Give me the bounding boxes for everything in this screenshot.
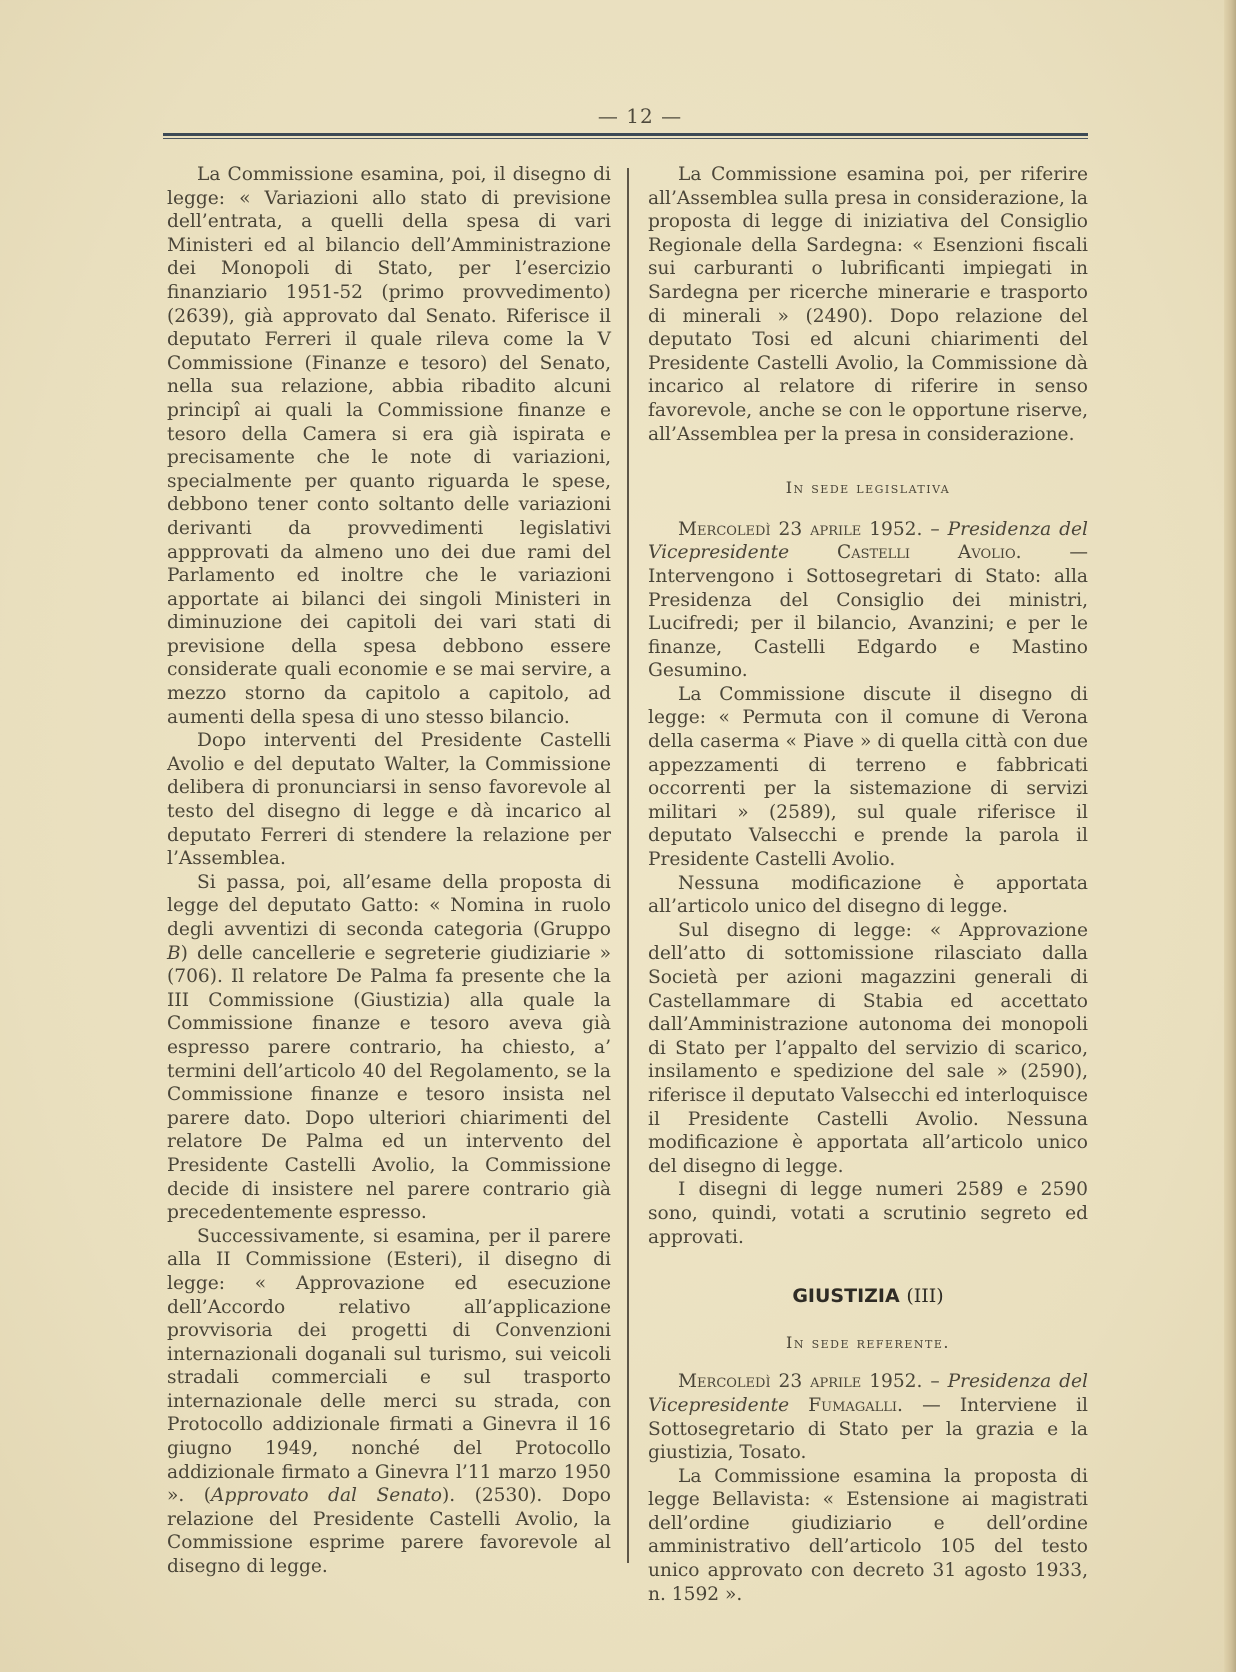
subheading-sede-referente: In sede referente. bbox=[786, 1332, 950, 1352]
column-divider bbox=[627, 168, 629, 1563]
presidency-label: Presidenza del Vicepresidente bbox=[648, 1371, 1089, 1416]
page-edge-shadow bbox=[1224, 0, 1236, 1672]
text-run: – bbox=[922, 518, 948, 540]
header-rule-thick bbox=[163, 133, 1088, 136]
paragraph-verona-permuta: La Commissione discute il disegno di legge: « Permuta con il comune di Verona della caserma « Piave » di quella città con due appezzamenti di terreno e fabbricati occorrenti per la sistemazione di servizi militari » (2589), sul quale riferisce il deputato Valsecchi e prende la parola il Presidente Castelli Avolio. bbox=[648, 683, 1088, 871]
header-rule bbox=[163, 133, 1088, 139]
text-run: – bbox=[922, 1371, 948, 1393]
page-number: — 12 — bbox=[597, 104, 683, 128]
italic-run: Approvato dal Senato bbox=[211, 1485, 442, 1507]
right-column bbox=[648, 163, 1088, 1606]
presidency-label: Presidenza del Vicepresidente bbox=[648, 518, 1089, 564]
text-run: ) delle cancellerie e segreterie giudiziarie » (706). Il relatore De Palma fa presente che la III Commissione (Giustizia) alla quale la Commissione finanze e tesoro aveva già espresso parere contrario, ha chiesto, a’ termini dell’articolo 40 del Regolamento, se la Commissione finanze e tesoro insista nel parere dato. Dopo ulteriori chiarimenti del relatore De Palma ed un intervento del Presidente Castelli Avolio, la Commissione decide di insistere nel parere contrario già precedentemente espresso. bbox=[167, 942, 611, 1224]
italic-run: B bbox=[167, 942, 181, 964]
left-column bbox=[167, 163, 611, 1579]
section-title-giustizia bbox=[648, 1285, 1088, 1309]
session-header-giustizia bbox=[648, 1370, 1088, 1464]
subheading-sede-legislativa: In sede legislativa bbox=[785, 478, 951, 498]
paragraph-walter-intervento: Dopo interventi del Presidente Castelli Avolio e del deputato Walter, la Commissione delibera di pronunciarsi in senso favorevole al testo del disegno di legge e dà incarico al deputato Ferreri di stendere la relazione per l’Assemblea. bbox=[167, 730, 611, 870]
paragraph-gatto-proposta bbox=[167, 871, 611, 1225]
text-run: Si passa, poi, all’esame della proposta di legge del deputato Gatto: « Nomina in ruolo degli avventizi di seconda categoria (Gruppo bbox=[167, 871, 611, 940]
paragraph-sardegna-esenzioni: La Commissione esamina poi, per riferire all’Assemblea sulla presa in considerazione, la proposta di legge di iniziativa del Consiglio Regionale della Sardegna: « Esenzioni fiscali sui carburanti o lubrificanti impiegati in Sardegna per ricerche minerarie e trasporto di minerali » (2490). Dopo relazione del deputato Tosi ed alcuni chiarimenti del Presidente Castelli Avolio, la Commissione dà incarico al relatore di riferire in senso favorevole, anche se con le opportune riserve, all’Assemblea per la presa in considerazione. bbox=[648, 164, 1088, 445]
paragraph-bilancio-variazioni: La Commissione esamina, poi, il disegno di legge: « Variazioni allo stato di previsione dell’entrata, a quelli della spesa di vari Ministeri ed al bilancio dell’Amministrazione dei Monopoli di Stato, per l’esercizio finanziario 1951-52 (primo provvedimento) (2639), già approvato dal Senato. Riferisce il deputato Ferreri il quale rileva come la V Commissione (Finanze e tesoro) del Senato, nella sua relazione, abbia ribadito alcuni principî ai quali la Commissione finanze e tesoro della Camera si era già ispirata e precisamente che le note di variazioni, specialmente per quanto riguarda le spese, debbono tener conto soltanto delle variazioni derivanti da provvedimenti legislativi appprovati da almeno uno dei due rami del Parlamento ed inoltre che le variazioni apportate ai bilanci dei singoli Ministeri in diminuzione dei capitoli dei vari stati di previsione della spesa debbono essere considerate quali economie e se mai servire, a mezzo storno da capitolo a capitolo, ad aumenti della spesa di uno stesso bilancio. bbox=[167, 164, 611, 728]
header-rule-thin bbox=[163, 138, 1088, 139]
paragraph-bellavista-proposta: La Commissione esamina la proposta di legge Bellavista: « Estensione ai magistrati dell’ordine giudiziario e dell’ordine amministrativo dell’articolo 105 del testo unico approvato con decreto 31 agosto 1933, n. 1592 ». bbox=[648, 1465, 1088, 1605]
text-run: — Interviene il Sottosegretario di Stato per la grazia e la giustizia, Tosato. bbox=[648, 1394, 1088, 1464]
section-title-number: (III) bbox=[906, 1285, 944, 1308]
president-name: Castelli Avolio. bbox=[836, 542, 1022, 564]
text-run: ). (2530). Dopo relazione del Presidente Castelli Avolio, la Commissione esprime parere favorevole al disegno di legge. bbox=[167, 1485, 611, 1578]
session-date: Mercoledì 23 aprile 1952. bbox=[678, 1371, 923, 1393]
paragraph-esteri-parere bbox=[167, 1225, 611, 1579]
paragraph-votazione: I disegni di legge numeri 2589 e 2590 sono, quindi, votati a scrutinio segreto ed approvati. bbox=[648, 1179, 1088, 1248]
session-date: Mercoledì 23 aprile 1952. bbox=[678, 518, 923, 540]
president-name: Fumagalli. bbox=[808, 1394, 903, 1416]
text-run: Successivamente, si esamina, per il parere alla II Commissione (Esteri), il disegno di legge: « Approvazione ed esecuzione dell’Accordo relativo all’applicazione provvisoria dei progetti di Convenzioni internazionali doganali sul turismo, sui veicoli stradali commerciali e sul trasporto internazionale delle merci su strada, con Protocollo addizionale firmati a Ginevra il 16 giugno 1949, nonché del Protocollo addizionale firmato a Ginevra l’11 marzo 1950 ». ( bbox=[167, 1225, 611, 1507]
paragraph-nessuna-modificazione: Nessuna modificazione è apportata all’articolo unico del disegno di legge. bbox=[648, 872, 1088, 918]
paragraph-castellammare-sale: Sul disegno di legge: « Approvazione dell’atto di sottomissione rilasciato dalla Società per azioni magazzini generali di Castellammare di Stabia ed accettato dall’Amministrazione autonoma dei monopoli di Stato per l’appalto del servizio di scarico, insilamento e spedizione del sale » (2590), riferisce il deputato Valsecchi ed interloquisce il Presidente Castelli Avolio. Nessuna modificazione è apportata all’articolo unico del disegno di legge. bbox=[648, 919, 1088, 1177]
text-run: — Intervengono i Sottosegretari di Stato: alla Presidenza del Consiglio dei ministri, Lucifredi; per il bilancio, Avanzini; e per le finanze, Castelli Edgardo e Mastino Gesumino. bbox=[648, 542, 1088, 682]
session-header-legislativa bbox=[648, 518, 1088, 683]
section-title-text: GIUSTIZIA bbox=[792, 1285, 900, 1308]
